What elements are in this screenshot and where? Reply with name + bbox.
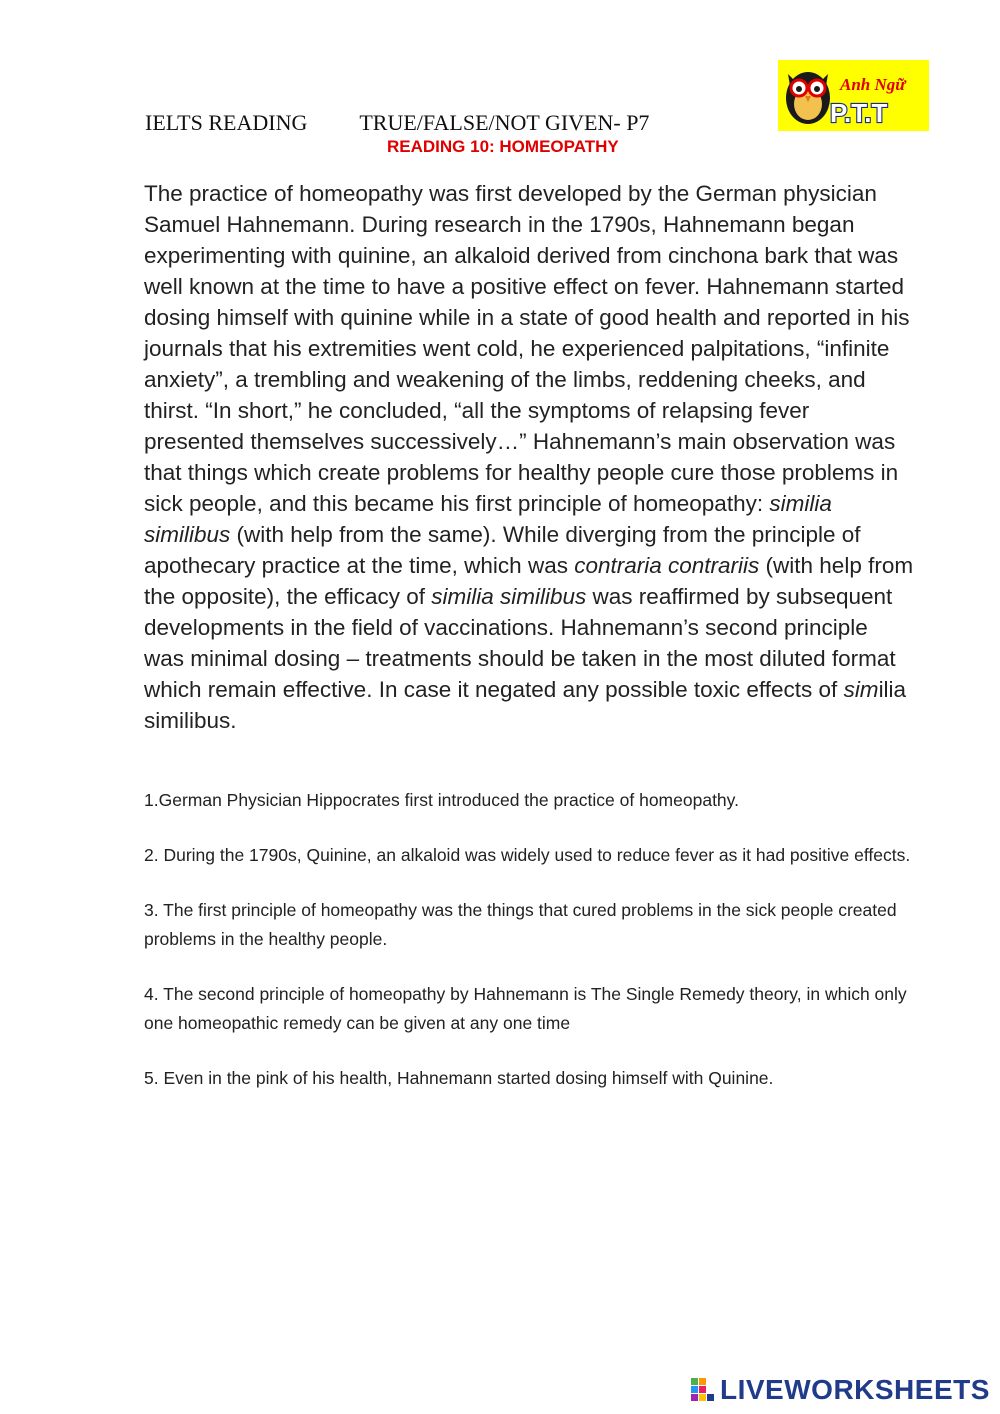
question-list [144,786,914,1119]
reading-passage [144,178,914,736]
passage-text: ilia similibus. [144,677,907,733]
passage-italic: similia similibus [431,584,587,609]
passage-text: (with help from the opposite), the efficacy of [144,553,914,609]
anh-ngu-ptt-logo [778,60,929,131]
question-2: 2. During the 1790s, Quinine, an alkaloid was widely used to reduce fever as it had positive effects. [144,845,911,865]
passage-text: was reaffirmed by subsequent developments in the field of vaccinations. Hahnemann’s second principle was minimal dosing – treatments should be taken in the most diluted format which remain effective. In case it negated any possible toxic effects of [144,584,896,702]
passage-italic: sim [843,677,879,702]
header-left-title: IELTS READING [145,110,308,135]
reading-subtitle: READING 10: HOMEOPATHY [387,137,619,156]
liveworksheets-brand: LIVEWORKSHEETS [720,1374,990,1405]
question-3: 3. The first principle of homeopathy was the things that cured problems in the sick people created problems in the healthy people. [144,900,897,949]
passage-italic: contraria contrariis [574,553,760,578]
question-5: 5. Even in the pink of his health, Hahnemann started dosing himself with Quinine. [144,1068,774,1088]
liveworksheets-footer [690,1373,990,1407]
passage-italic: similia similibus [144,491,832,547]
header-right-title: TRUE/FALSE/NOT GIVEN- P7 [359,110,650,135]
question-4: 4. The second principle of homeopathy by Hahnemann is The Single Remedy theory, in which only one homeopathic remedy can be given at any one time [144,984,907,1033]
passage-paragraph [144,178,914,736]
passage-text: (with help from the same). While diverging from the principle of apothecary practice at the time, which was [144,522,861,578]
owl-logo-icon [778,60,929,131]
logo-line1: Anh Ngữ [840,75,906,94]
question-1: 1.German Physician Hippocrates first introduced the practice of homeopathy. [144,790,739,810]
passage-text: The practice of homeopathy was first developed by the German physician Samuel Hahnemann. During research in the 1790s, Hahnemann began experimenting with quinine, an alkaloid derived from cinchona bark that was well known at the time to have a positive effect on fever. Hahnemann started dosing himself with quinine while in a state of good health and reported in his journals that his extremities went cold, he experienced palpitations, “infinite anxiety”, a trembling and weakening of the limbs, reddening cheeks, and thirst. “In short,” he concluded, “all the symptoms of relapsing fever presented themselves successively…” Hahnemann’s main observation was that things which create problems for healthy people cure those problems in sick people, and this became his first principle of homeopathy: [144,181,910,516]
worksheet-header [145,110,649,136]
logo-line2: P.T.T [830,98,888,128]
liveworksheets-logo-icon [690,1377,716,1403]
